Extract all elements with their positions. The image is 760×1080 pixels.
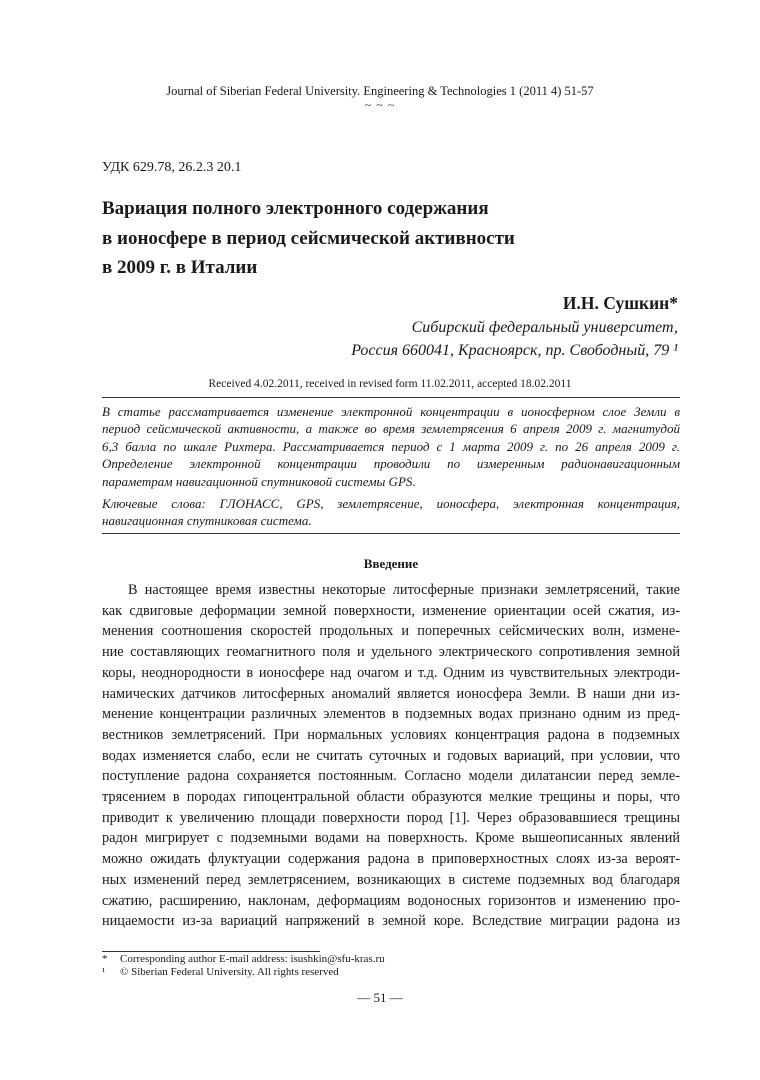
body-line: трясением в породах гипоцентральной области образуются мелкие трещины и поры, что <box>102 789 680 806</box>
author-affiliation <box>351 316 678 362</box>
abstract-bottom-rule <box>102 533 680 534</box>
body-line: коры, неоднородности в ионосфере над очагом и т.д. Одним из чувствительных электроди- <box>102 664 680 681</box>
abstract-line: В статье рассматривается изменение электронной концентрации в ионосферном слое Земли в <box>102 404 680 419</box>
body-line: ных изменений перед землетрясением, возникающих в системе подземных вод благодаря <box>102 871 680 888</box>
body-line: как сдвиговые деформации земной поверхности, изменение ориентации осей сжатия, из- <box>102 602 680 619</box>
body-line: приводит к увеличению площади поверхности пород [1]. Через образовавшиеся трещины <box>102 809 680 826</box>
keywords-line: навигационная спутниковая система. <box>102 513 312 529</box>
keywords <box>102 495 680 530</box>
body-line: ние составляющих геомагнитного поля и удельного электрического сопротивления земной <box>102 644 680 661</box>
body-line: ницаемости из-за вариаций напряжений в земной коре. Вследствие миграции радона из <box>102 913 680 930</box>
journal-header: Journal of Siberian Federal University. Engineering & Technologies 1 (2011 4) 51-57 <box>166 84 594 98</box>
title-line: в ионосфере в период сейсмической активности <box>102 227 515 249</box>
body-line: водах изменяется слабо, если не считать суточных и годовых вариаций, при условии, что <box>102 747 680 764</box>
footnote-copyright <box>102 966 385 979</box>
abstract-top-rule <box>102 397 680 398</box>
section-heading: Введение <box>363 556 419 571</box>
affiliation-line: Сибирский федеральный университет, <box>411 319 678 336</box>
page-number: — 51 — <box>357 990 403 1005</box>
footnote-mark: ¹ <box>102 966 106 978</box>
body-line: намических датчиков литосферных аномалий является ионосфера Земли. В наши дни из- <box>102 685 680 702</box>
body-text <box>102 580 680 932</box>
abstract-line: Определение электронной концентрации проводили по измеренным радионавигационным <box>102 456 680 472</box>
abstract-line: период сейсмической активности, а также во время землетрясения 6 апреля 2009 г. магнитудой <box>102 421 680 437</box>
footnote-corresponding-author <box>102 953 385 966</box>
body-line: радон мигрирует с подземными водами на поверхность. Кроме вышеописанных явлений <box>102 830 680 847</box>
footnotes <box>102 953 385 979</box>
body-line: В настоящее время известны некоторые литосферные признаки землетрясений, такие <box>128 582 680 598</box>
footnote-rule <box>102 951 320 952</box>
header-ornament: ~ ~ ~ <box>364 98 396 112</box>
body-line: менения соотношения скоростей продольных и поперечных сейсмических волн, измене- <box>102 623 680 640</box>
title-line: Вариация полного электронного содержания <box>102 198 489 219</box>
title-line: в 2009 г. в Италии <box>102 257 258 278</box>
abstract-line: параметрам навигационной спутниковой системы GPS. <box>102 473 416 489</box>
received-dates: Received 4.02.2011, received in revised form 11.02.2011, accepted 18.02.2011 <box>208 378 572 390</box>
abstract-line: 6,3 балла по шкале Рихтера. Рассматривается период с 1 марта 2009 г. по 26 апреля 2009 г. <box>102 438 680 454</box>
author-name: И.Н. Сушкин* <box>562 293 678 313</box>
body-line: сжатию, расширению, наклонам, деформациям водоносных горизонтов и изменению про- <box>102 892 680 909</box>
udk-code: УДК 629.78, 26.2.3 20.1 <box>102 160 242 175</box>
affiliation-line: Россия 660041, Красноярск, пр. Свободный, 79 ¹ <box>351 342 678 359</box>
abstract <box>102 403 680 490</box>
body-line: можно ожидать флуктуации содержания радона в приповерхностных слоях из-за вероят- <box>102 851 680 868</box>
keywords-line: Ключевые слова: ГЛОНАСС, GPS, землетрясение, ионосфера, электронная концентрация, <box>102 496 680 511</box>
body-line: поступление радона сохраняется постоянным. Согласно модели дилатансии перед земле- <box>102 768 680 785</box>
footnote-text: Corresponding author E-mail address: isushkin@sfu-kras.ru <box>120 953 385 965</box>
footnote-text: © Siberian Federal University. All rights reserved <box>120 966 339 978</box>
article-title <box>102 194 682 283</box>
body-line: менение концентрации различных элементов в подземных водах признано одним из пред- <box>102 706 680 723</box>
footnote-mark: * <box>102 953 108 965</box>
body-line: вестников землетрясений. При нормальных условиях концентрация радона в подземных <box>102 726 680 743</box>
